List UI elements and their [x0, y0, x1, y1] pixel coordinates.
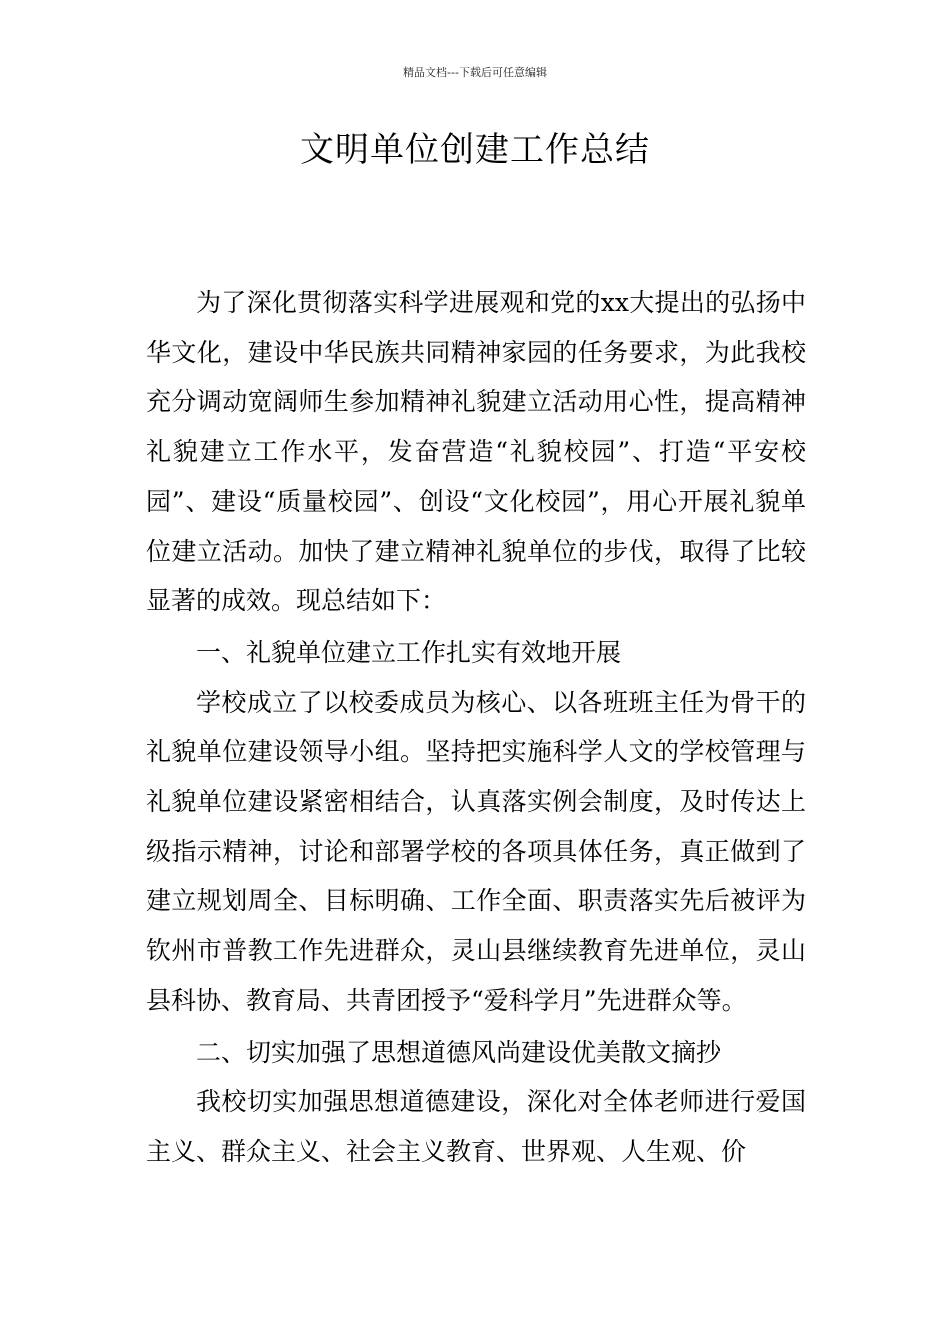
- document-body: [146, 278, 806, 1177]
- paragraph-intro: 为了深化贯彻落实科学进展观和党的xx大提出的弘扬中华文化，建设中华民族共同精神家园的任务要求，为此我校充分调动宽阔师生参加精神礼貌建立活动用心性，提高精神礼貌建立工作水平，发奋营造“礼貌校园”、打造“平安校园”、建设“质量校园”、创设“文化校园”，用心开展礼貌单位建立活动。加快了建立精神礼貌单位的步伐，取得了比较显著的成效。现总结如下：: [146, 288, 806, 616]
- document-title: 文明单位创建工作总结: [300, 130, 650, 170]
- paragraph-section-2: 我校切实加强思想道德建设，深化对全体老师进行爱国主义、群众主义、社会主义教育、世界观、人生观、价: [146, 1087, 806, 1166]
- page-header-note: 精品文档---下载后可任意编辑: [403, 66, 547, 79]
- section-heading-1: 一、礼貌单位建立工作扎实有效地开展: [196, 637, 622, 667]
- section-heading-2: 二、切实加强了思想道德风尚建设优美散文摘抄: [196, 1037, 722, 1067]
- paragraph-section-1: 学校成立了以校委成员为核心、以各班班主任为骨干的礼貌单位建设领导小组。坚持把实施科学人文的学校管理与礼貌单位建设紧密相结合，认真落实例会制度，及时传达上级指示精神，讨论和部署学校的各项具体任务，真正做到了建立规划周全、目标明确、工作全面、职责落实先后被评为钦州市普教工作先进群众，灵山县继续教育先进单位，灵山县科协、教育局、共青团授予“爱科学月”先进群众等。: [146, 687, 806, 1015]
